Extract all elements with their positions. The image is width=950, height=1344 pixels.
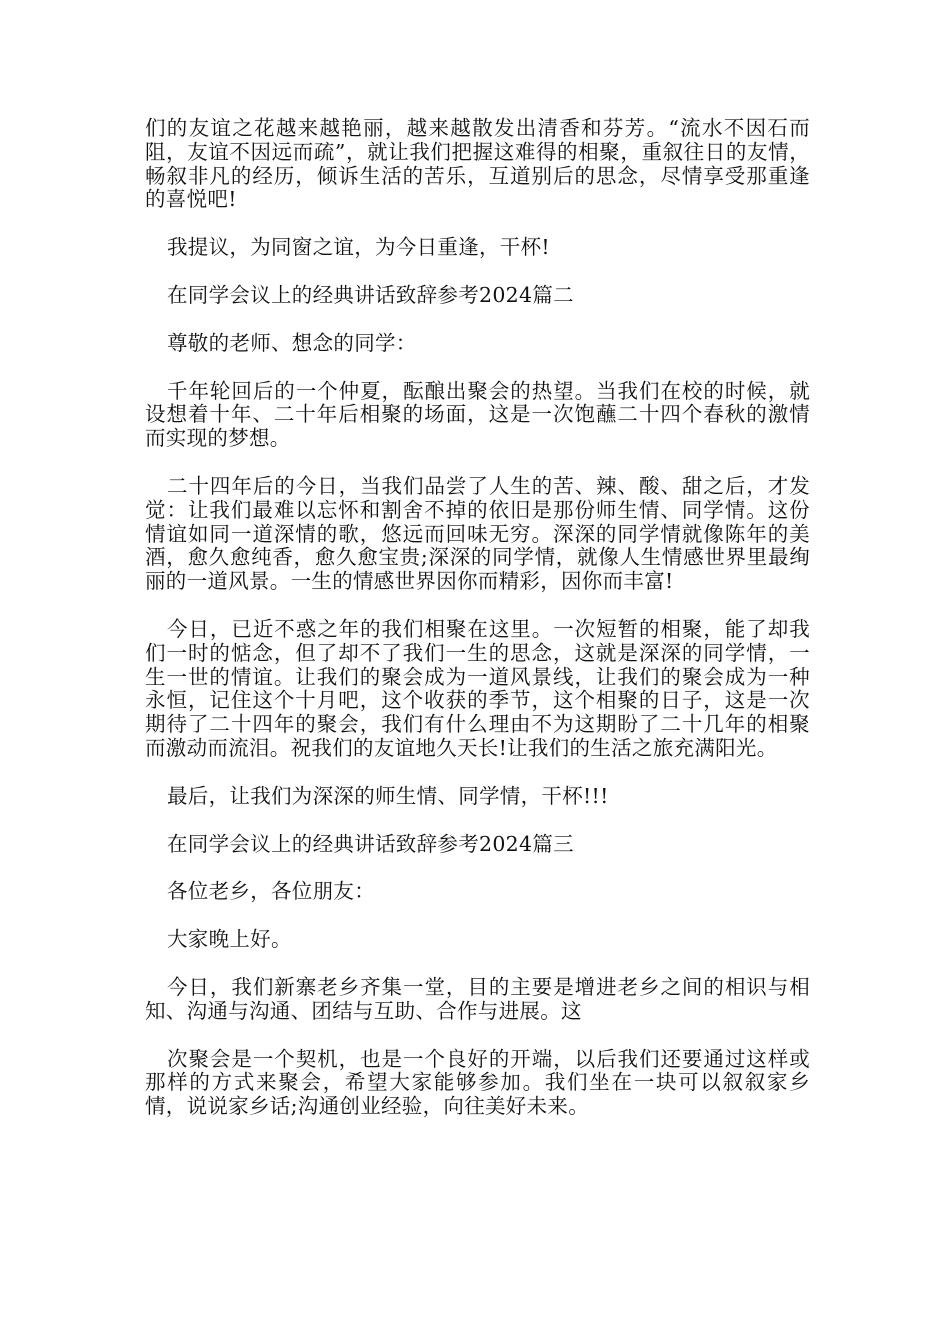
- paragraph-toast: 我提议，为同窗之谊，为今日重逢，干杯!: [167, 235, 550, 260]
- paragraph-body: 千年轮回后的一个仲夏，酝酿出聚会的热望。当我们在校的时候，就设想着十年、二十年后相聚的场面，这是一次饱蘸二十四个春秋的激情而实现的梦想。: [145, 378, 810, 451]
- paragraph-body: 今日，我们新寨老乡齐集一堂，目的主要是增进老乡之间的相识与相知、沟通与沟通、团结与互助、合作与进展。这: [145, 974, 810, 1023]
- section-heading-2: 在同学会议上的经典讲话致辞参考2024篇二: [167, 282, 574, 307]
- paragraph-body: 二十四年后的今日，当我们品尝了人生的苦、辣、酸、甜之后，才发觉：让我们最难以忘怀和割舍不掉的依旧是那份师生情、同学情。这份情谊如同一道深情的歌，悠远而回味无穷。深深的同学情就像陈年的美酒，愈久愈纯香，愈久愈宝贵;深深的同学情，就像人生情感世界里最绚丽的一道风景。一生的情感世界因你而精彩，因你而丰富!: [145, 473, 810, 594]
- paragraph-body: 今日，已近不惑之年的我们相聚在这里。一次短暂的相聚，能了却我们一时的惦念，但了却不了我们一生的思念，这就是深深的同学情，一生一世的情谊。让我们的聚会成为一道风景线，让我们的聚会成为一种永恒，记住这个十月吧，这个收获的季节，这个相聚的日子，这是一次期待了二十四年的聚会，我们有什么理由不为这期盼了二十几年的相聚而激动而流泪。祝我们的友谊地久天长!让我们的生活之旅充满阳光。: [145, 616, 810, 760]
- paragraph-greeting: 大家晚上好。: [167, 927, 292, 952]
- paragraph-continued: 们的友谊之花越来越艳丽，越来越散发出清香和芬芳。“流水不因石而阻，友谊不因远而疏”，就让我们把握这难得的相聚，重叙往日的友情，畅叙非凡的经历，倾诉生活的苦乐，互道别后的思念，尽情享受那重逢的喜悦吧!: [145, 116, 810, 212]
- paragraph-salutation-3: 各位老乡，各位朋友：: [167, 879, 375, 904]
- section-heading-3: 在同学会议上的经典讲话致辞参考2024篇三: [167, 831, 574, 856]
- paragraph-body: 次聚会是一个契机，也是一个良好的开端，以后我们还要通过这样或那样的方式来聚会，希望大家能够参加。我们坐在一块可以叙叙家乡情，说说家乡话;沟通创业经验，向往美好未来。: [145, 1046, 810, 1119]
- paragraph-salutation-2: 尊敬的老师、想念的同学：: [167, 330, 417, 355]
- document-body: [145, 117, 810, 1143]
- paragraph-closing-toast: 最后，让我们为深深的师生情、同学情，干杯!!!: [167, 783, 609, 808]
